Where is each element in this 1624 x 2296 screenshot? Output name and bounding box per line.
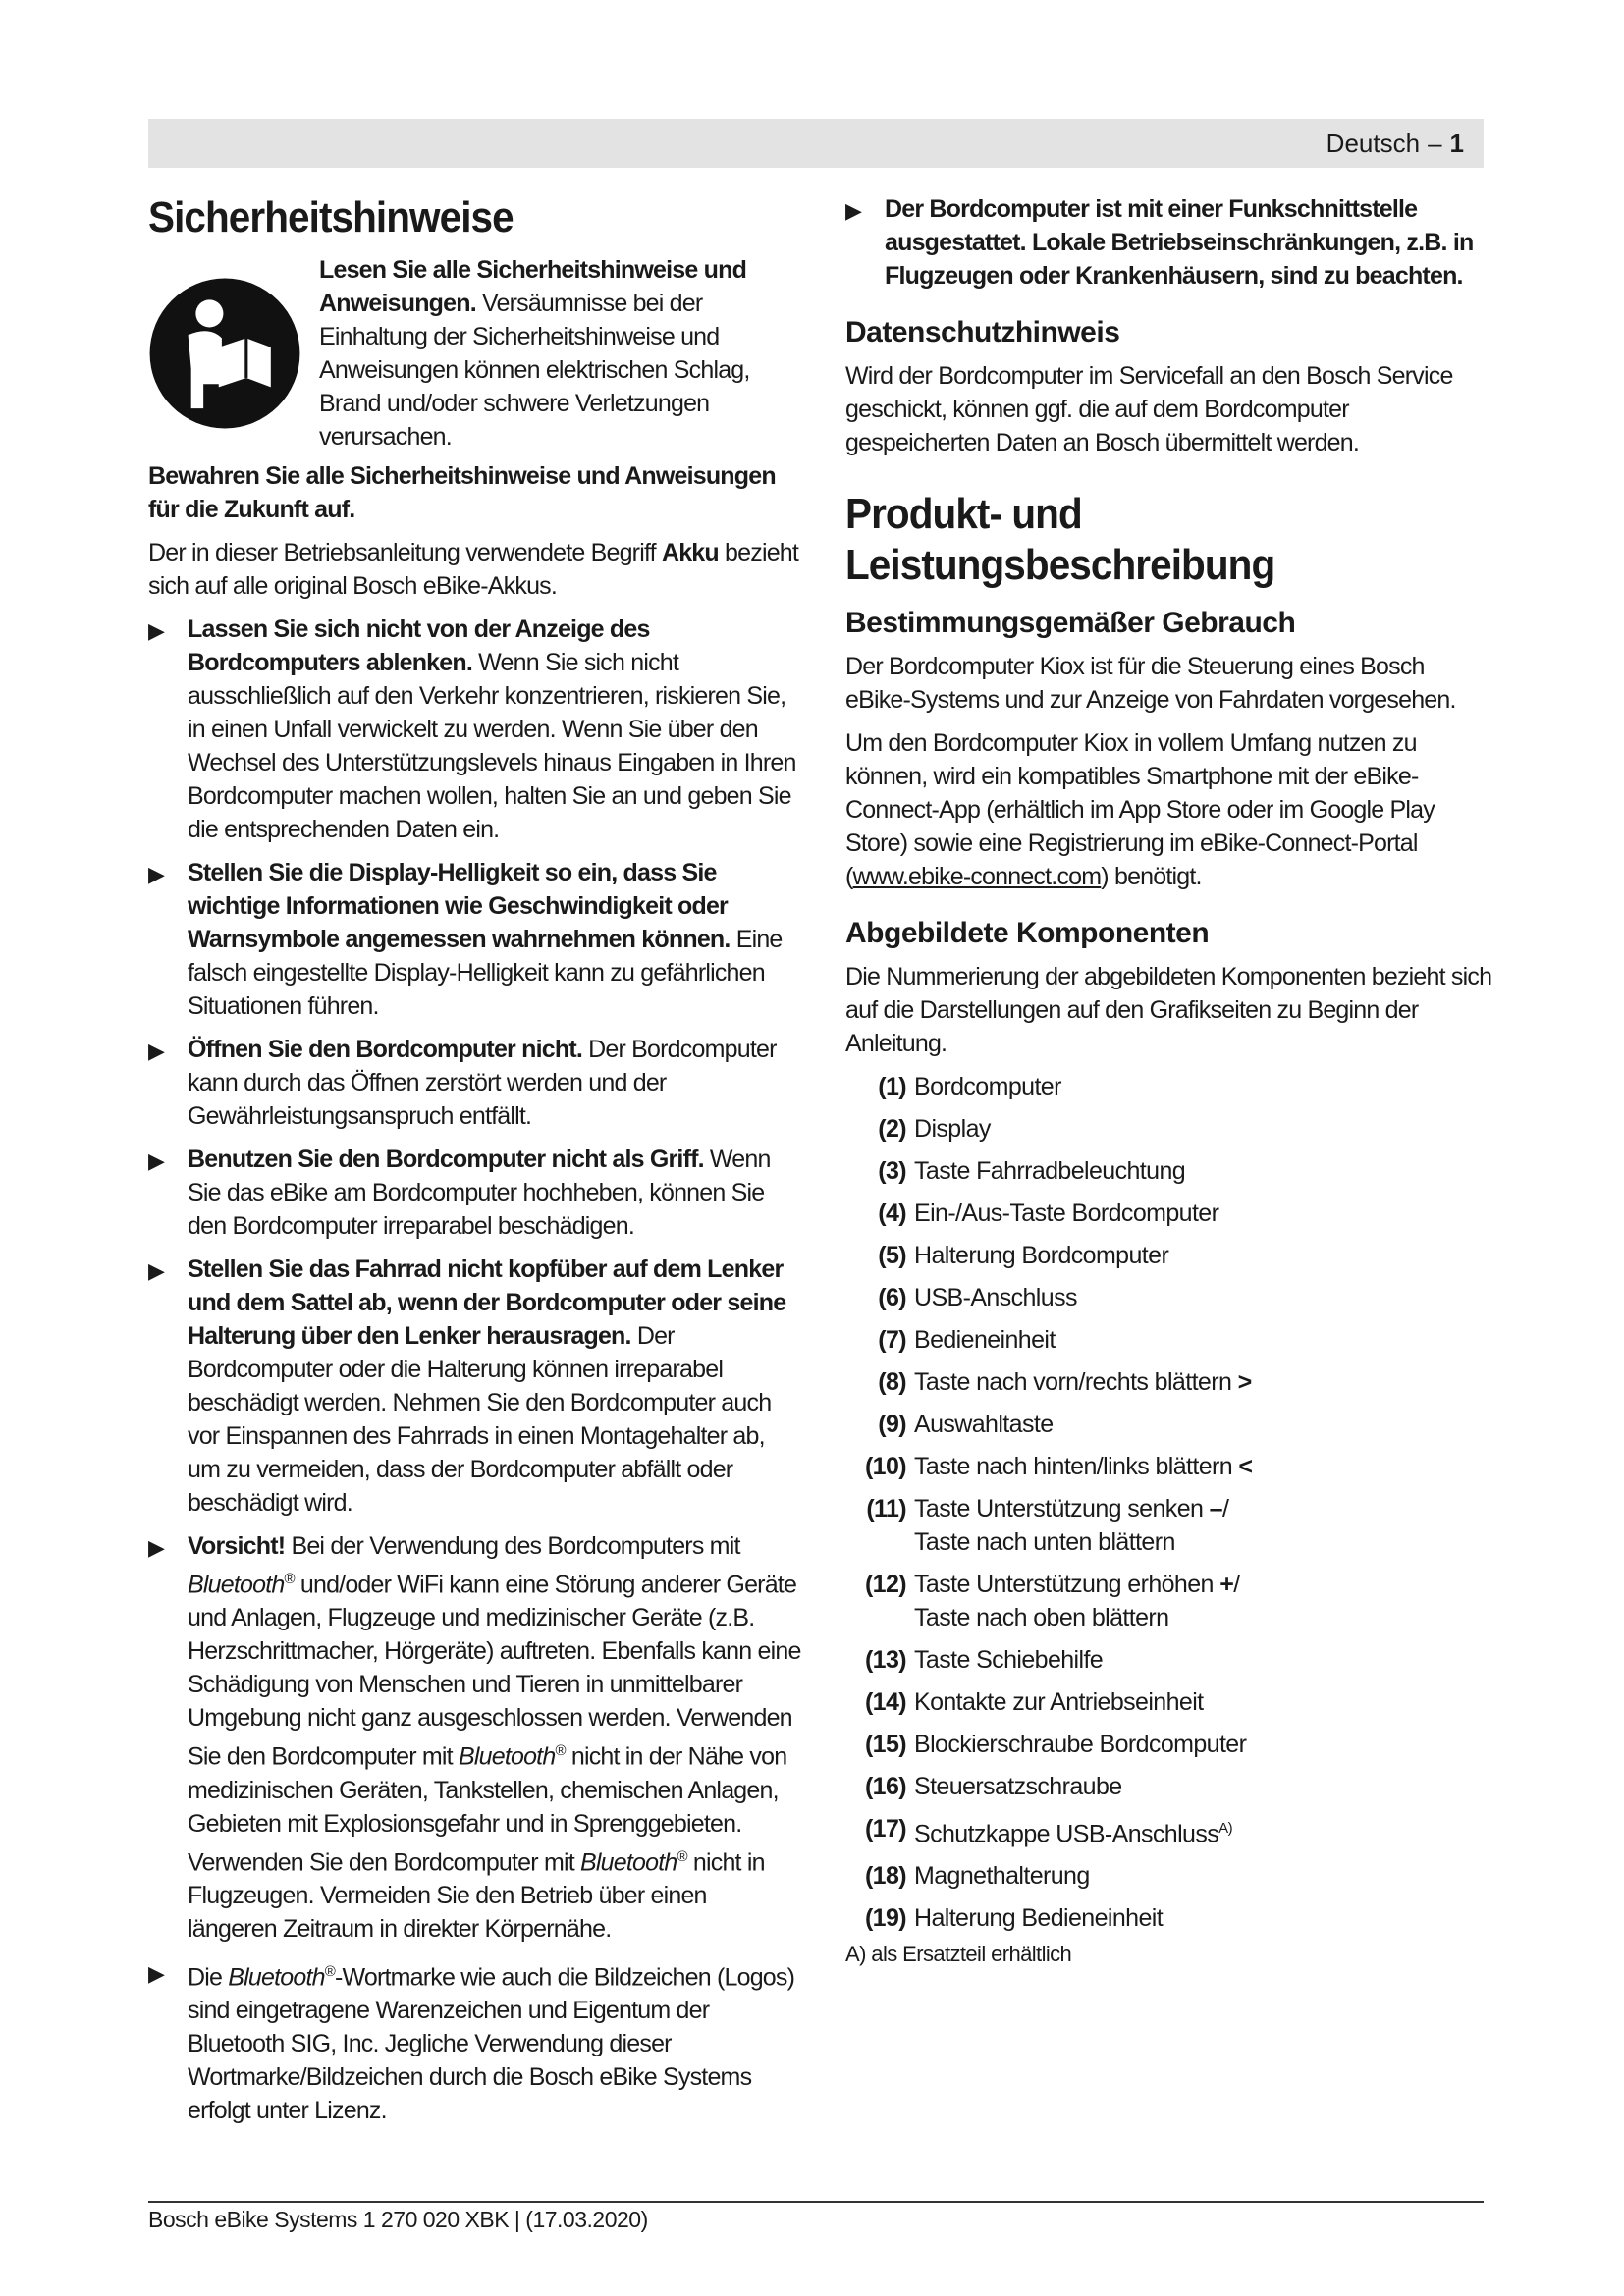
- component-number: (2): [878, 1115, 906, 1143]
- akku-pre: Der in dieser Betriebsanleitung verwendete Begriff: [148, 539, 662, 566]
- page-number: 1: [1449, 128, 1464, 158]
- product-title-line1: Produkt- und: [845, 490, 1082, 538]
- component-number: (6): [878, 1284, 906, 1311]
- component-label-wrap: [914, 1643, 1103, 1677]
- component-label: Magnethalterung: [914, 1862, 1090, 1891]
- component-label: Bedieneinheit: [914, 1326, 1056, 1354]
- bullet-text: Wenn Sie das eBike am Bordcomputer hochheben, können Sie den Bordcomputer irreparabel beschädigen.: [188, 1146, 771, 1240]
- left-column: [148, 192, 801, 2137]
- bullet-bold: Lassen Sie sich nicht von der Anzeige des Bordcomputers ablenken.: [188, 615, 650, 676]
- use-paragraph-1: Der Bordcomputer Kiox ist für die Steuerung eines Bosch eBike-Systems und zur Anzeige von Fahrdaten vorgesehen.: [845, 653, 1456, 714]
- component-label: Ein-/Aus-Taste Bordcomputer: [914, 1200, 1219, 1227]
- intro-bold: Lesen Sie alle Sicherheitshinweise und Anweisungen.: [319, 256, 747, 317]
- component-label-second-line: Taste nach oben blättern: [914, 1604, 1169, 1631]
- component-label-wrap: [914, 1154, 1185, 1188]
- component-label: Taste Unterstützung erhöhen: [914, 1571, 1214, 1598]
- component-item: [845, 1568, 1493, 1634]
- bullet-item: [845, 192, 1493, 293]
- component-item: [845, 1197, 1493, 1230]
- bullet-arrow-icon: ▶: [148, 1039, 165, 1063]
- component-item: [845, 1154, 1493, 1188]
- component-number: (5): [878, 1242, 906, 1269]
- bluetooth-word: Bluetooth: [188, 1571, 285, 1599]
- components-intro: Die Nummerierung der abgebildeten Komponenten bezieht sich auf die Darstellungen auf den Grafikseiten zu Beginn der Anleitung.: [845, 963, 1492, 1057]
- component-label-wrap: [914, 1070, 1061, 1103]
- component-symbol: <: [1238, 1453, 1253, 1480]
- component-label-wrap: [914, 1281, 1077, 1314]
- bullet-text: und/oder WiFi kann eine Störung anderer Geräte und Anlagen, Flugzeuge und medizinischer Geräte (z.B. Herzschrittmacher, Hörgeräte) auftreten. Ebenfalls kann eine Schädigung von Menschen und Tieren in unmittelbarer Umgebung nicht ganz ausgeschlossen werden. Verwenden Sie den Bordcomputer mit: [188, 1571, 801, 1771]
- component-label: Taste Fahrradbeleuchtung: [914, 1157, 1186, 1185]
- header-separator: –: [1428, 128, 1442, 158]
- bullet-text: -Wortmarke wie auch die Bildzeichen (Logos) sind eingetragene Warenzeichen und Eigentum der Bluetooth SIG, Inc. Jegliche Verwendung dieser Wortmarke/Bildzeichen durch die Bosch eBike Systems erfolgt unter Lizenz.: [188, 1963, 795, 2125]
- akku-post: bezieht sich auf alle original Bosch eBike-Akkus.: [148, 539, 799, 600]
- bullet-arrow-icon: ▶: [148, 1148, 165, 1173]
- component-label: Kontakte zur Antriebseinheit: [914, 1688, 1204, 1716]
- component-label-wrap: [914, 1112, 991, 1146]
- component-number: (17): [864, 1815, 906, 1842]
- component-number: (13): [864, 1646, 906, 1674]
- component-item: [845, 1239, 1493, 1272]
- bluetooth-word: Bluetooth: [580, 1847, 677, 1876]
- component-number: (4): [878, 1200, 906, 1227]
- component-number: (11): [866, 1495, 906, 1522]
- bullet-item: [148, 856, 801, 1023]
- bullet-bold: Vorsicht!: [188, 1532, 286, 1560]
- component-label: Display: [914, 1115, 991, 1143]
- header-language: Deutsch: [1326, 128, 1421, 158]
- bullet-text: Der Bordcomputer kann durch das Öffnen zerstört werden und der Gewährleistungsanspruch entfällt.: [188, 1036, 777, 1130]
- bullet-arrow-icon: ▶: [845, 198, 862, 223]
- bullet-arrow-icon: ▶: [148, 1258, 165, 1283]
- component-symbol: >: [1237, 1368, 1252, 1396]
- use-text-b: ) benötigt.: [1101, 863, 1202, 890]
- component-number: (1): [878, 1073, 906, 1100]
- bullet-bold: Stellen Sie das Fahrrad nicht kopfüber auf dem Lenker und dem Sattel ab, wenn der Bordcomputer oder seine Halterung über den Lenker herausragen.: [188, 1255, 786, 1350]
- component-label-wrap: [914, 1812, 1232, 1850]
- bullet-item: [148, 1955, 801, 2127]
- registered-mark: ®: [555, 1742, 566, 1760]
- component-label: USB-Anschluss: [914, 1284, 1077, 1311]
- keep-instructions: Bewahren Sie alle Sicherheitshinweise und Anweisungen für die Zukunft auf.: [148, 462, 776, 523]
- component-label-wrap: [914, 1239, 1168, 1272]
- bullet-text: Die: [188, 1963, 229, 1992]
- bullet-text: Wenn Sie sich nicht ausschließlich auf den Verkehr konzentrieren, riskieren Sie, in einen Unfall verwickelt zu werden. Wenn Sie über den Wechsel des Unterstützungslevels hinaus Eingaben in Ihren Bordcomputer machen wollen, halten Sie an und geben Sie die entsprechenden Daten ein.: [188, 649, 796, 843]
- component-label: Taste nach hinten/links blättern: [914, 1453, 1233, 1480]
- component-label: Taste Schiebehilfe: [914, 1646, 1104, 1674]
- bullet-text: Der Bordcomputer oder die Halterung können irreparabel beschädigt werden. Nehmen Sie den Bordcomputer auch vor Einspannen des Fahrrads in einen Montagehalter ab, um zu vermeiden, dass der Bordcomputer abfällt oder beschädigt wird.: [188, 1322, 772, 1517]
- bullet-arrow-icon: ▶: [148, 862, 165, 886]
- component-label: Bordcomputer: [914, 1073, 1061, 1100]
- component-label-wrap: [914, 1568, 1240, 1634]
- component-label-wrap: [914, 1770, 1122, 1803]
- component-item: [845, 1770, 1493, 1803]
- component-number: (12): [864, 1571, 906, 1598]
- component-number: (3): [878, 1157, 906, 1185]
- bullet-text: Eine falsch eingestellte Display-Helligkeit kann zu gefährlichen Situationen führen.: [188, 926, 783, 1020]
- bullet-arrow-icon: ▶: [148, 1535, 165, 1560]
- bullet-bold: Benutzen Sie den Bordcomputer nicht als Griff.: [188, 1146, 704, 1173]
- component-label-second-line: Taste nach unten blättern: [914, 1528, 1175, 1556]
- component-symbol: –: [1209, 1495, 1222, 1522]
- component-label: Halterung Bordcomputer: [914, 1242, 1169, 1269]
- component-slash: /: [1221, 1495, 1229, 1522]
- registered-mark: ®: [284, 1571, 295, 1587]
- bluetooth-word: Bluetooth: [458, 1742, 556, 1771]
- use-paragraph-2: [845, 726, 1493, 893]
- component-label: Halterung Bedieneinheit: [914, 1904, 1164, 1933]
- component-item: [845, 1112, 1493, 1146]
- component-label-wrap: [914, 1408, 1054, 1441]
- component-label-wrap: [914, 1197, 1218, 1230]
- bullet-item: [148, 1033, 801, 1133]
- component-item: [845, 1901, 1493, 1935]
- read-manual-icon: [148, 277, 301, 430]
- bullet-bold: Öffnen Sie den Bordcomputer nicht.: [188, 1036, 582, 1063]
- bullet-item: [148, 1253, 801, 1520]
- component-item: [845, 1643, 1493, 1677]
- intro-text: [319, 253, 801, 454]
- component-label: Taste Unterstützung senken: [914, 1495, 1204, 1522]
- akku-paragraph: [148, 536, 801, 603]
- component-symbol: +: [1219, 1571, 1234, 1598]
- privacy-text: Wird der Bordcomputer im Servicefall an den Bosch Service geschickt, können ggf. die auf dem Bordcomputer gespeicherten Daten an Bosch übermittelt werden.: [845, 362, 1453, 456]
- page-footer: Bosch eBike Systems 1 270 020 XBK | (17.03.2020): [148, 2201, 1484, 2233]
- safety-intro: [148, 253, 801, 454]
- bullet-bold: Stellen Sie die Display-Helligkeit so ein, dass Sie wichtige Informationen wie Geschwindigkeit oder Warnsymbole angemessen wahrnehmen können.: [188, 859, 731, 953]
- bullet-text: nicht in der Nähe von medizinischen Geräten, Tankstellen, chemischen Anlagen, Gebieten mit Explosionsgefahr und in Sprenggebieten. Verwenden Sie den Bordcomputer mit: [188, 1742, 787, 1876]
- bullet-text: Bei der Verwendung des Bordcomputers mit: [285, 1532, 740, 1560]
- component-label: Taste nach vorn/rechts blättern: [914, 1368, 1232, 1396]
- component-number: (18): [864, 1862, 906, 1891]
- page-header: [148, 119, 1484, 168]
- component-number: (14): [864, 1688, 906, 1716]
- component-item: [845, 1812, 1493, 1850]
- component-label-wrap: [914, 1859, 1090, 1893]
- component-item: [845, 1070, 1493, 1103]
- component-label: Steuersatzschraube: [914, 1773, 1122, 1800]
- component-item: [845, 1728, 1493, 1761]
- component-label: Schutzkappe USB-Anschluss: [914, 1820, 1219, 1848]
- component-number: (15): [864, 1731, 906, 1758]
- radio-notice: Der Bordcomputer ist mit einer Funkschnittstelle ausgestattet. Lokale Betriebseinschränkungen, z.B. in Flugzeugen oder Krankenhäusern, sind zu beachten.: [885, 195, 1474, 290]
- footnote: A) als Ersatzteil erhältlich: [845, 1942, 1072, 1967]
- right-column: [845, 192, 1493, 1969]
- bullet-arrow-icon: ▶: [148, 1960, 165, 1986]
- component-label: Auswahltaste: [914, 1411, 1054, 1438]
- component-label-wrap: [914, 1685, 1204, 1719]
- bullet-item: [148, 613, 801, 846]
- component-number: (19): [864, 1904, 906, 1933]
- use-text-a: Um den Bordcomputer Kiox in vollem Umfang nutzen zu können, wird ein kompatibles Smartphone mit der eBike-Connect-App (erhältlich im App Store oder im Google Play Store) sowie eine Registrierung im eBike-Connect-Portal (: [845, 729, 1435, 890]
- bullet-item: [148, 1143, 801, 1243]
- component-number: (8): [878, 1368, 906, 1396]
- component-number: (9): [878, 1411, 906, 1438]
- component-label-wrap: [914, 1492, 1228, 1559]
- component-item: [845, 1492, 1493, 1559]
- components-list: [845, 1070, 1493, 1935]
- ebike-connect-link[interactable]: www.ebike-connect.com: [852, 863, 1102, 890]
- bullet-text: nicht in Flugzeugen. Vermeiden Sie den Betrieb über einen längeren Zeitraum in direkter Körpernähe.: [188, 1847, 765, 1943]
- component-label-wrap: [914, 1323, 1056, 1357]
- registered-mark: ®: [677, 1847, 687, 1865]
- bluetooth-word: Bluetooth: [228, 1963, 325, 1992]
- component-label-wrap: [914, 1365, 1252, 1399]
- component-item: [845, 1859, 1493, 1893]
- registered-mark: ®: [324, 1962, 335, 1980]
- bullet-item: [148, 1529, 801, 1946]
- component-item: [845, 1365, 1493, 1399]
- safety-title: Sicherheitshinweise: [148, 193, 514, 241]
- component-label-wrap: [914, 1728, 1246, 1761]
- product-title-line2: Leistungsbeschreibung: [845, 541, 1275, 589]
- bullet-arrow-icon: ▶: [148, 618, 165, 643]
- component-number: (7): [878, 1326, 906, 1354]
- component-label-wrap: [914, 1901, 1163, 1935]
- privacy-title: Datenschutzhinweis: [845, 316, 1120, 348]
- component-item: [845, 1323, 1493, 1357]
- component-number: (10): [864, 1453, 906, 1480]
- component-item: [845, 1450, 1493, 1483]
- use-title: Bestimmungsgemäßer Gebrauch: [845, 607, 1296, 639]
- component-number: (16): [864, 1773, 906, 1800]
- components-title: Abgebildete Komponenten: [845, 917, 1210, 949]
- component-item: [845, 1281, 1493, 1314]
- component-item: [845, 1685, 1493, 1719]
- component-footnote-mark: A): [1218, 1820, 1232, 1837]
- akku-bold: Akku: [661, 539, 719, 566]
- component-label-wrap: [914, 1450, 1252, 1483]
- component-label: Blockierschraube Bordcomputer: [914, 1731, 1247, 1758]
- component-slash: /: [1233, 1571, 1240, 1598]
- intro-body: Versäumnisse bei der Einhaltung der Sicherheitshinweise und Anweisungen können elektrischen Schlag, Brand und/oder schwere Verletzungen verursachen.: [319, 290, 750, 451]
- component-item: [845, 1408, 1493, 1441]
